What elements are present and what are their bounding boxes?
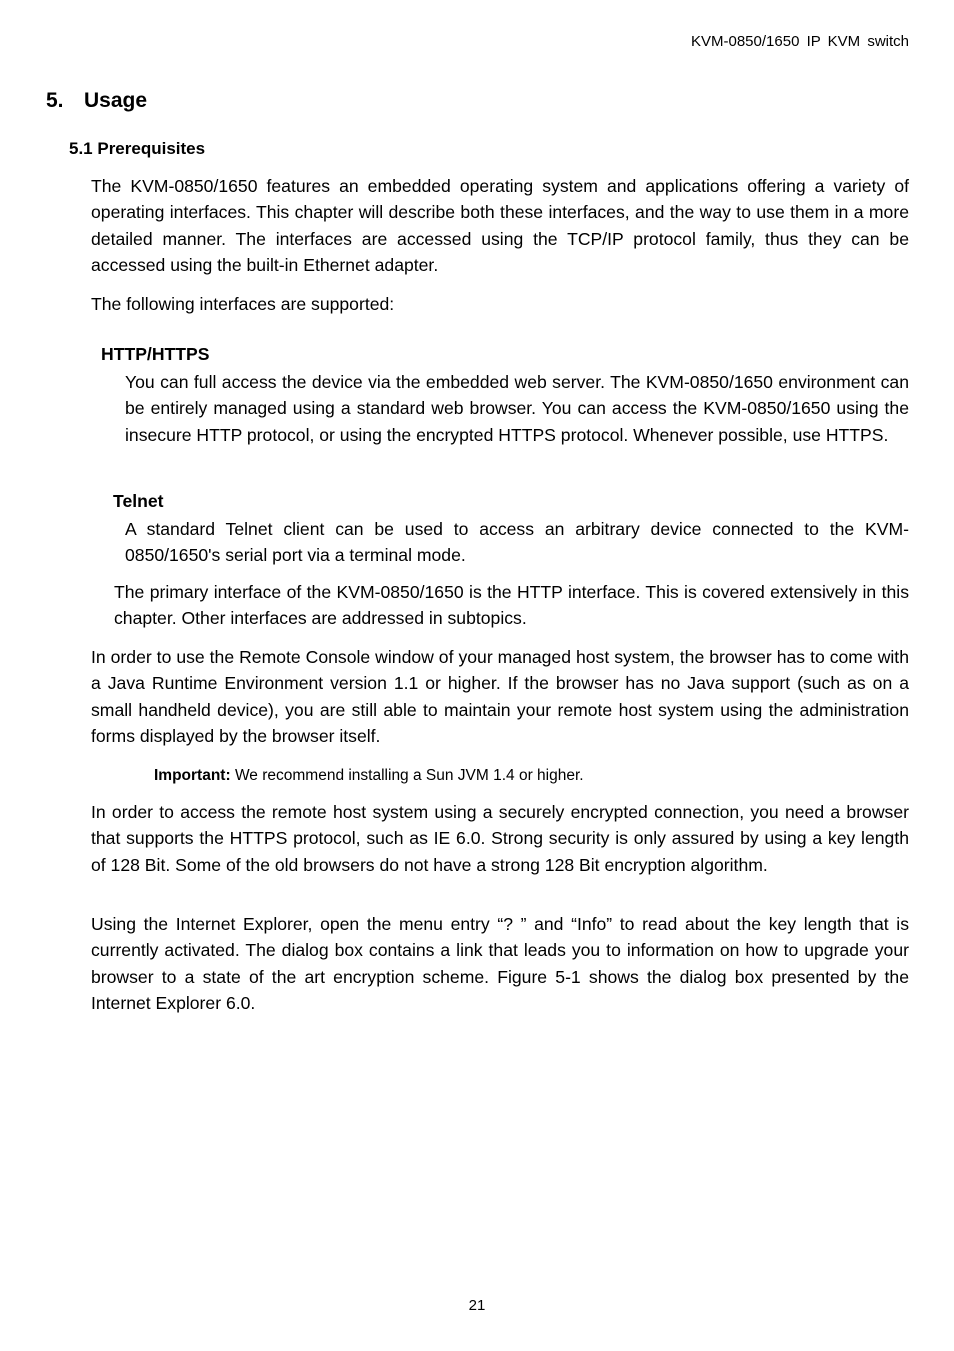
important-note-label: Important: (154, 767, 231, 784)
interface-term-telnet: Telnet (113, 491, 164, 511)
chapter-title: Usage (84, 89, 148, 112)
chapter-heading (46, 89, 147, 113)
important-note-text: We recommend installing a Sun JVM 1.4 or higher. (230, 767, 584, 784)
section-heading: 5.1 Prerequisites (69, 139, 206, 158)
internet-explorer-paragraph: Using the Internet Explorer, open the menu entry “? ” and “Info” to read about the key length that is currently activated. The dialog box contains a link that leads you to information on how to upgrade your browser to a state of the art encryption scheme. Figure 5-1 shows the dialog box presented by the Internet Explorer 6.0. (91, 914, 909, 1014)
java-requirement-paragraph: In order to use the Remote Console window of your managed host system, the browser has to come with a Java Runtime Environment version 1.1 or higher. If the browser has no Java support (such as on a small handheld device), you are still able to maintain your remote host system using the administration forms displayed by the browser itself. (91, 647, 909, 747)
interface-description-http: You can full access the device via the embedded web server. The KVM-0850/1650 environment can be entirely managed using a standard web browser. You can access the KVM-0850/1650 using the insecure HTTP protocol, or using the encrypted HTTPS protocol. Whenever possible, use HTTPS. (125, 372, 909, 445)
interface-term-http: HTTP/HTTPS (101, 344, 210, 364)
primary-interface-paragraph: The primary interface of the KVM-0850/1650 is the HTTP interface. This is covered extensively in this chapter. Other interfaces are addressed in subtopics. (114, 582, 909, 629)
chapter-number: 5. (46, 89, 64, 112)
https-paragraph: In order to access the remote host system using a securely encrypted connection, you need a browser that supports the HTTPS protocol, such as IE 6.0. Strong security is only assured by using a key length of 128 Bit. Some of the old browsers do not have a strong 128 Bit encryption algorithm. (91, 802, 909, 875)
running-header: KVM-0850/1650 IP KVM switch (691, 33, 909, 50)
supported-interfaces-paragraph: The following interfaces are supported: (91, 294, 395, 314)
interface-description-telnet: A standard Telnet client can be used to access an arbitrary device connected to the KVM-0850/1650's serial port via a terminal mode. (125, 519, 909, 566)
intro-paragraph: The KVM-0850/1650 features an embedded operating system and applications offering a variety of operating interfaces. This chapter will describe both these interfaces, and the way to use them in a more detailed manner. The interfaces are accessed using the TCP/IP protocol family, thus they can be accessed using the built-in Ethernet adapter. (91, 176, 909, 276)
important-note (154, 767, 584, 785)
page-number: 21 (468, 1297, 486, 1314)
